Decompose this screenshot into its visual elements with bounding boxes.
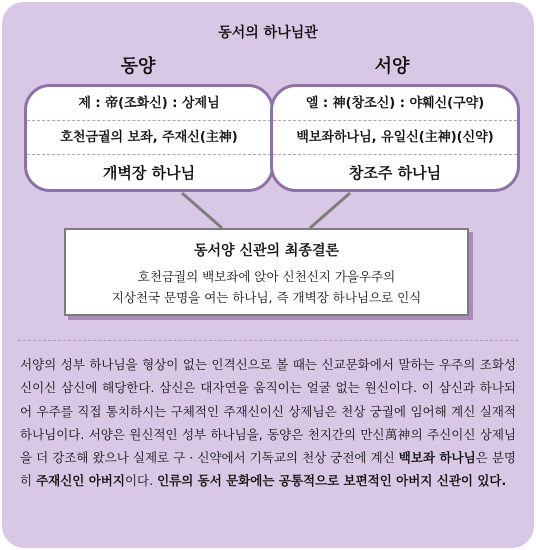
- conclusion-line-1: 호천금궐의 백보좌에 앉아 신천신지 가을우주의: [137, 269, 396, 284]
- para-text-3: 이다.: [124, 473, 158, 489]
- conclusion-body: [66, 266, 467, 308]
- page-title: 동서의 하나님관: [218, 25, 318, 41]
- west-row-2: 백보좌하나님, 유일신(主神)(신약): [273, 120, 517, 154]
- para-bold-3: 인류의 동서 문화에는 공통적으로 보편적인 아버지 신관이 있다.: [157, 473, 507, 489]
- para-text-1: 서양의 성부 하나님을 형상이 없는 인격신으로 볼 때는 신교문화에서 말하는 우주의 조화성신이신 삼신에 해당한다. 삼신은 대자연을 움직이는 얼굴 없는 원신이다. 이 삼신과 하나되어 우주를 직접 통치하시는 구체적인 주재신이신 상제님은 천상 궁궐에 임어해 계신 실재적 하나님이다. 서양은 원신적인 성부 하나님을, 동양은 천지간의 만신萬神의 주신이신 상제님을 더 강조해 왔으나 실제로 구 · 신약에서 기독교의 천상 궁전에 계신: [20, 357, 516, 466]
- east-row-1: 제 : 帝(조화신) : 상제님: [78, 96, 220, 111]
- west-row-1: 엘 : 神(창조신) : 야훼신(구약): [305, 96, 485, 111]
- west-row-3: 창조주 하나님: [273, 154, 517, 191]
- para-text-2: 은 분명히: [20, 450, 516, 489]
- west-heading: 서양: [374, 56, 410, 77]
- conclusion-title: 동서양 신관의 최종결론: [194, 243, 339, 259]
- east-heading: 동양: [120, 56, 156, 77]
- body-paragraph: [20, 353, 516, 493]
- conclusion-box: [64, 228, 469, 316]
- dashed-divider: [18, 340, 518, 341]
- east-box: [24, 84, 274, 192]
- conclusion-line-2: 지상천국 문명을 여는 하나님, 즉 개벽장 하나님으로 인식: [111, 290, 422, 305]
- east-row-2: 호천금궐의 보좌, 주재신(主神): [27, 120, 271, 154]
- para-bold-1: 백보좌 하나님: [398, 450, 476, 466]
- para-bold-2: 주재신인 아버지: [36, 473, 125, 489]
- east-row-3: 개벽장 하나님: [27, 154, 271, 191]
- west-box: [270, 84, 520, 192]
